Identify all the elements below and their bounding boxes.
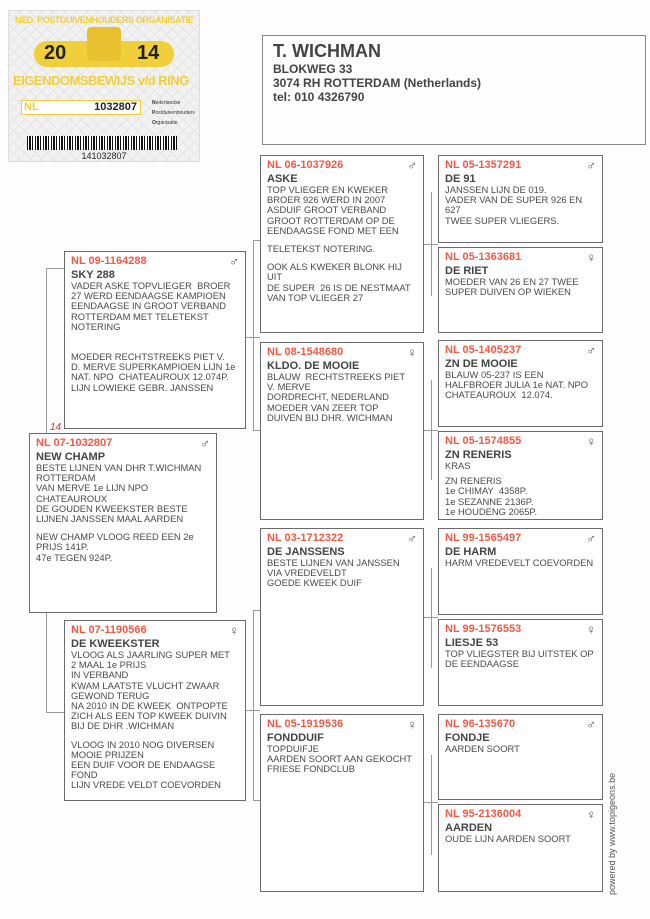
bird-name: ZN DE MOOIE	[445, 358, 518, 370]
description-lines	[445, 649, 596, 669]
description-line: TOPDUIFJE	[267, 743, 319, 754]
female-icon: ♀	[407, 345, 417, 360]
connector-line	[253, 240, 260, 241]
barcode	[27, 136, 177, 150]
connector-line	[46, 268, 64, 269]
description-line: NOTERING	[71, 320, 121, 332]
female-icon: ♀	[586, 434, 596, 449]
description-lines	[36, 463, 210, 524]
description-line: BESTE LIJNEN VAN DHR T.WICHMAN	[36, 462, 202, 473]
description-line: TELETEKST NOTERING.	[267, 243, 376, 255]
ring-id: NL 03-1712322	[267, 532, 344, 544]
description-lines	[267, 185, 417, 236]
male-icon: ♂	[586, 531, 596, 546]
bird-name: ASKE	[267, 173, 298, 185]
female-icon: ♀	[586, 622, 596, 637]
description-line: BLAUW RECHTSTREEKS PIET	[267, 371, 406, 382]
description-line: FOND	[71, 769, 98, 781]
ring-org: NED. POSTDUIVENHOUDERS ORGANISATIE	[15, 15, 194, 25]
bird-name: ZN RENERIS	[445, 449, 512, 461]
description-line: AARDEN SOORT	[445, 743, 520, 754]
description-line: BIJ DE DHR .WICHMAN	[71, 720, 175, 732]
description-lines	[71, 740, 239, 791]
owner-street: BLOKWEG 33	[273, 62, 353, 76]
description-line: HARM VREDEVELT COEVORDEN	[445, 557, 594, 568]
description-line: 1e CHIMAY 4358P.	[445, 485, 528, 497]
description-line: TOP VLIEGER EN KWEKER	[267, 184, 389, 195]
description-line: FRIESE FONDCLUB	[267, 763, 356, 775]
bird-name: DE KWEEKSTER	[71, 638, 160, 650]
ring-id: NL 95-2136004	[445, 808, 522, 820]
male-icon: ♂	[407, 531, 417, 546]
description-line: VADER VAN DE SUPER 926 EN	[445, 194, 583, 206]
ring-id: NL 09-1164288	[71, 255, 147, 267]
ring-number-field	[21, 100, 141, 115]
description-lines	[445, 744, 596, 754]
description-line: 1e SEZANNE 2136P.	[445, 495, 534, 507]
description-line: 627	[445, 204, 461, 216]
connector-line	[253, 610, 260, 611]
description-line: ZICH ALS EEN TOP KWEEK DUIVIN	[71, 710, 227, 722]
description-line: MOEDER VAN 26 EN 27 TWEE	[445, 276, 579, 287]
description-line: MOEDER VAN ZEER TOP	[267, 401, 379, 413]
pedigree-card-de-91[interactable]	[438, 155, 603, 243]
description-line: BESTE LIJNEN VAN JANSSEN	[267, 557, 400, 568]
description-line: 2 MAAL 1e PRIJS	[71, 659, 147, 671]
description-line: TOP VLIEGSTER BIJ UITSTEK OP	[445, 648, 594, 659]
npo-n: ederlandse	[155, 100, 181, 106]
description-line: GOEDE KWEEK DUIF	[267, 577, 362, 589]
description-line: DUIVEN BIJ DHR. WICHMAN	[267, 411, 393, 423]
female-icon: ♀	[229, 623, 239, 638]
description-line: KRAS	[445, 460, 471, 471]
pedigree-card-aarden[interactable]	[438, 804, 603, 892]
npo-p: ostduivenhouders	[155, 110, 195, 116]
description-line: UIT	[267, 271, 283, 283]
description-line: NA 2010 IN DE KWEEK ONTPOPTE	[71, 700, 228, 712]
description-line: V. MERVE	[267, 381, 311, 393]
description-line: LIJNEN JANSSEN MAAL AARDEN	[36, 513, 184, 525]
description-line: CHATEAUROUX 12.074.	[445, 389, 553, 401]
description-lines	[445, 461, 596, 471]
description-line: AARDEN SOORT AAN GEKOCHT	[267, 753, 412, 765]
ring-country: NL	[24, 101, 39, 113]
male-icon: ♂	[586, 343, 596, 358]
description-lines	[267, 372, 417, 423]
description-lines	[71, 352, 239, 393]
ring-id: NL 99-1576553	[445, 623, 522, 635]
description-line: D. MERVE SUPERKAMPIOEN LIJN 1e	[71, 361, 236, 373]
ring-id: NL 07-1190566	[71, 624, 147, 636]
description-line: EEN DUIF VOOR DE ENDAAGSE	[71, 759, 216, 771]
pedigree-card-zn-reneris[interactable]	[438, 431, 603, 520]
description-line: MOEDER RECHTSTREEKS PIET V.	[71, 351, 225, 363]
pedigree-card-de-riet[interactable]	[438, 247, 603, 333]
npo-o: rganisatie	[155, 120, 178, 126]
pedigree-card-sky-288[interactable]	[64, 251, 246, 429]
connector-line	[253, 240, 254, 430]
female-icon: ♀	[407, 717, 417, 732]
ring-ownership-card	[8, 10, 200, 162]
description-line: DE EENDAAGSE	[445, 658, 519, 670]
bird-name: AARDEN	[445, 822, 493, 834]
ring-id: NL 06-1037926	[267, 159, 344, 171]
male-icon: ♂	[586, 717, 596, 732]
connector-line	[431, 192, 432, 296]
pedigree-card-liesje-53[interactable]	[438, 619, 603, 706]
pedigree-card-de-kweekster[interactable]	[64, 620, 246, 801]
ring-id: NL 96-135670	[445, 718, 516, 730]
description-line: 47e TEGEN 924P.	[36, 551, 113, 563]
description-line: NAT. NPO CHATEAUROUX 12.074P.	[71, 371, 229, 383]
description-lines	[267, 244, 417, 254]
npo-logo: Nederlandse Postduivenhouders Organisatie	[152, 100, 195, 126]
male-icon: ♂	[407, 158, 417, 173]
bird-name: FONDDUIF	[267, 732, 324, 744]
pedigree-card-de-mooie[interactable]	[260, 342, 424, 520]
pedigree-card-de-harm[interactable]	[438, 528, 603, 615]
pedigree-card-de-janssens[interactable]	[260, 528, 424, 706]
female-icon: ♀	[586, 807, 596, 822]
pedigree-card-new-champ[interactable]	[29, 422, 217, 613]
connector-line	[253, 430, 260, 431]
description-line: GEWOND TERUG	[71, 689, 150, 701]
description-line: VADER ASKE TOPVLIEGER BROER	[71, 280, 231, 291]
ring-id: NL 05-1574855	[445, 435, 522, 447]
description-line: NEW CHAMP VLOOG REED EEN 2e	[36, 531, 194, 543]
pedigree-card-fondje[interactable]	[438, 714, 603, 800]
description-line: CHATEAUROUX	[36, 492, 108, 504]
description-line: BROER 926 WERD IN 2007	[267, 194, 386, 206]
ring-year-right: 14	[137, 42, 160, 64]
description-line: DE SUPER 26 IS DE NESTMAAT	[267, 281, 411, 293]
connector-line	[46, 612, 47, 712]
connector-line	[431, 755, 432, 855]
description-line: VLOOG ALS JAARLING SUPER MET	[71, 649, 230, 660]
bird-name: KLDO. DE MOOIE	[267, 360, 360, 372]
description-line: VAN TOP VLIEGER 27	[267, 291, 364, 303]
ring-id: NL 08-1548680	[267, 346, 344, 358]
bird-name: LIESJE 53	[445, 637, 499, 649]
description-line: 27 WERD EENDAAGSE KAMPIOEN	[71, 290, 226, 302]
owner-tel: tel: 010 4326790	[273, 90, 365, 104]
description-line: EENDAAGSE FOND MET EEN	[267, 224, 399, 236]
description-line: TWEE SUPER VLIEGERS.	[445, 214, 560, 226]
male-icon: ♂	[229, 254, 239, 269]
connector-line	[46, 268, 47, 433]
ring-id: NL 99-1565497	[445, 532, 522, 544]
pedigree-card-fondduif[interactable]	[260, 714, 424, 892]
connector-line	[431, 568, 432, 668]
description-line: ROTTERDAM MET TELETEKST	[71, 310, 209, 322]
bird-name: SKY 288	[71, 269, 115, 281]
description-lines	[267, 558, 417, 589]
ring-id: NL 07-1032807	[36, 437, 113, 449]
description-line: ASDUIF GROOT VERBAND	[267, 204, 387, 216]
description-line: JANSSEN LIJN DE 019.	[445, 184, 547, 195]
description-lines	[445, 476, 596, 517]
description-line: IN VERBAND	[71, 669, 129, 681]
ring-id: NL 05-1357291	[445, 159, 522, 171]
description-lines	[267, 744, 417, 775]
description-line: BLAUW 05-237 IS EEN	[445, 369, 544, 380]
connector-line	[253, 800, 260, 801]
powered-by-credit: powered by www.topigeons.be	[607, 772, 617, 895]
description-line: MOOIE PRIJZEN	[71, 748, 144, 760]
description-line: VLOOG IN 2010 NOG DIVERSEN	[71, 738, 215, 750]
bird-name: NEW CHAMP	[36, 451, 106, 463]
description-lines	[71, 650, 239, 732]
male-icon: ♂	[200, 436, 210, 451]
ring-number: 1032807	[94, 101, 137, 113]
description-lines	[445, 185, 596, 226]
description-line: OOK ALS KWEKER BLONK HIJ	[267, 261, 402, 273]
connector-line	[253, 610, 254, 800]
description-line: GROOT ROTTERDAM OP DE	[267, 214, 395, 226]
bird-name: DE JANSSENS	[267, 546, 345, 558]
male-icon: ♂	[586, 158, 596, 173]
lion-emblem-icon	[87, 27, 121, 61]
bird-name: DE RIET	[445, 265, 489, 277]
connector-line	[431, 380, 432, 480]
description-line: LIJN LOWIEKE GEBR. JANSSEN	[71, 381, 214, 393]
description-line: ROTTERDAM	[36, 472, 96, 484]
description-line: EENDAAGSE IN GROOT VERBAND	[71, 300, 227, 312]
description-lines	[445, 558, 596, 568]
pedigree-card-zn-de-mooie[interactable]	[438, 340, 603, 427]
description-line: LIJN VREDE VELDT COEVORDEN	[71, 779, 221, 791]
description-lines	[71, 281, 239, 332]
female-icon: ♀	[586, 250, 596, 265]
ring-id: NL 05-1405237	[445, 344, 522, 356]
ring-year-left: 20	[44, 42, 67, 64]
description-line: KWAM LAATSTE VLUCHT ZWAAR	[71, 679, 220, 691]
description-line: DORDRECHT, NEDERLAND	[267, 391, 389, 403]
description-line: 1e HOUDENG 2065P.	[445, 505, 538, 517]
description-line: PRIJS 141P.	[36, 541, 89, 553]
description-lines	[267, 262, 417, 303]
description-lines	[445, 277, 596, 297]
barcode-number: 141032807	[81, 151, 127, 161]
bird-name: DE HARM	[445, 546, 497, 558]
ring-id: NL 05-1363681	[445, 251, 522, 263]
handwritten-correction: 14	[50, 422, 62, 433]
description-lines	[36, 532, 210, 563]
ring-id: NL 05-1919536	[267, 718, 344, 730]
owner-city: 3074 RH ROTTERDAM (Netherlands)	[273, 76, 482, 90]
description-line: VIA VREDEVELDT	[267, 567, 347, 579]
owner-name: T. WICHMAN	[273, 41, 381, 61]
description-line: HALFBROER JULIA 1e NAT. NPO	[445, 379, 589, 391]
description-line: OUDE LIJN AARDEN SOORT	[445, 833, 571, 844]
owner-box	[262, 35, 646, 145]
bird-name: DE 91	[445, 173, 476, 185]
description-line: DE GOUDEN KWEEKSTER BESTE	[36, 502, 188, 514]
description-line: VAN MERVE 1e LIJN NPO	[36, 482, 149, 494]
description-lines	[445, 834, 596, 844]
connector-line	[46, 712, 64, 713]
description-line: ZN RENERIS	[445, 475, 502, 487]
pedigree-card-aske[interactable]	[260, 155, 424, 333]
ring-title: EIGENDOMSBEWIJS v/d RING	[13, 73, 189, 88]
description-line: SUPER DUIVEN OP WIEKEN	[445, 286, 571, 298]
description-lines	[445, 370, 596, 401]
bird-name: FONDJE	[445, 732, 490, 744]
